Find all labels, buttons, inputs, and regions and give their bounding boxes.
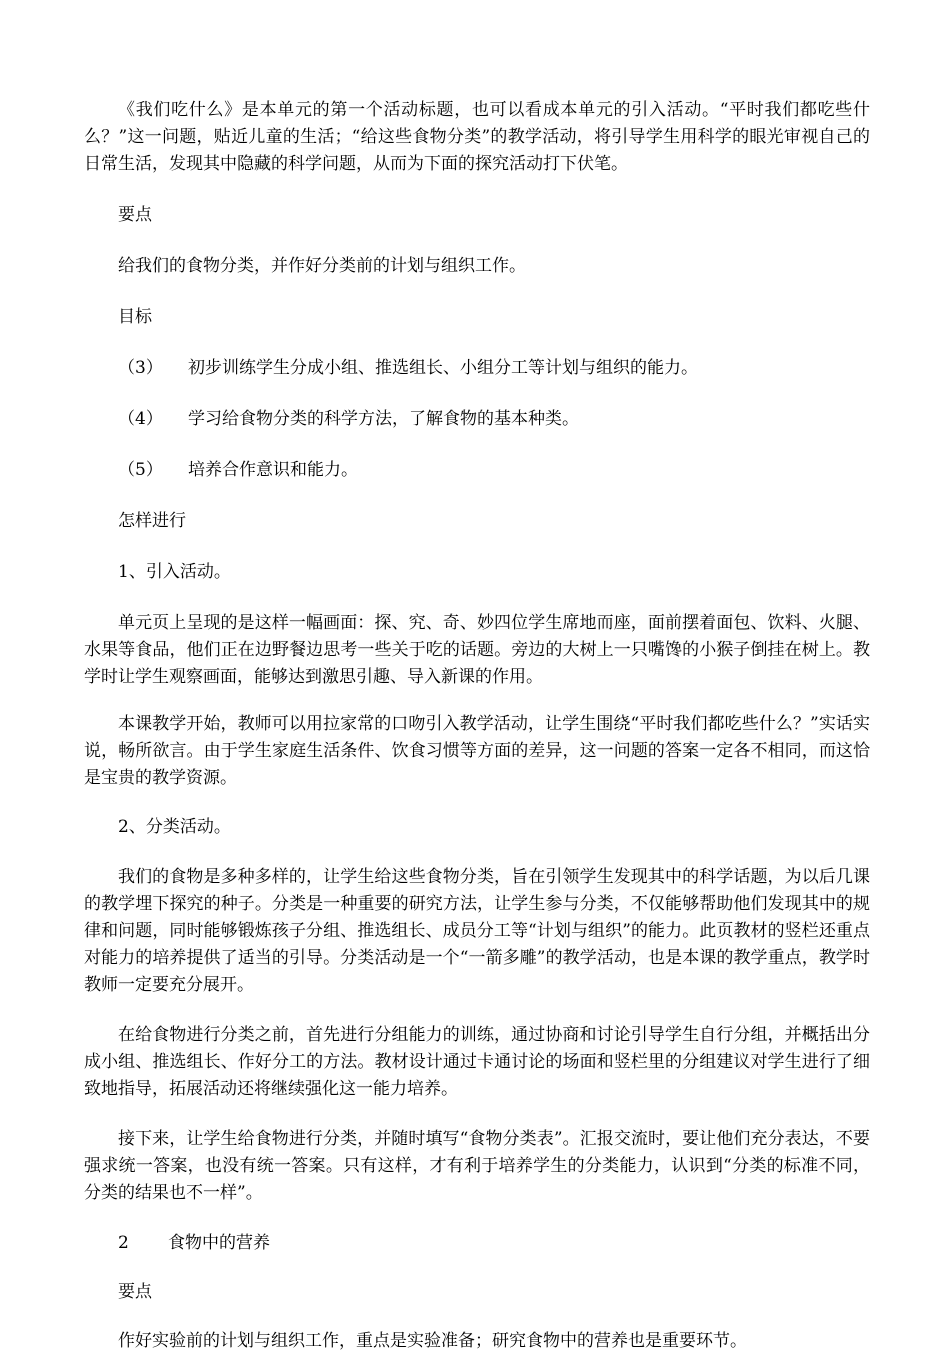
goal-number: （5）: [118, 460, 163, 480]
goal-item: [84, 406, 870, 433]
section-2-key-points-text: 作好实验前的计划与组织工作，重点是实验准备；研究食物中的营养也是重要环节。: [118, 1331, 747, 1351]
goal-number: （4）: [118, 409, 163, 429]
section-2-key-points-heading: 要点: [118, 1282, 152, 1302]
document-page: [84, 84, 870, 1355]
goal-text: 初步训练学生分成小组、推选组长、小组分工等计划与组织的能力。: [188, 358, 698, 378]
section-title: 食物中的营养: [168, 1233, 270, 1253]
step-1-heading: 1、引入活动。: [118, 562, 231, 582]
goal-item: [84, 457, 870, 484]
heading-key-points: 要点: [118, 205, 152, 225]
intro-paragraph: 《我们吃什么》是本单元的第一个活动标题，也可以看成本单元的引入活动。“平时我们都吃些什么？”这一问题，贴近儿童的生活；“给这些食物分类”的教学活动，将引导学生用科学的眼光审视自己的日常生活，发现其中隐藏的科学问题，从而为下面的探究活动打下伏笔。: [84, 100, 870, 174]
section-number: 2: [118, 1233, 129, 1253]
goal-text: 培养合作意识和能力。: [188, 460, 358, 480]
section-2-heading: [84, 1230, 870, 1257]
step-2-heading: 2、分类活动。: [118, 817, 231, 837]
goal-item: [84, 355, 870, 382]
heading-goals: 目标: [118, 307, 152, 327]
step-2-paragraph-1: 我们的食物是多种多样的，让学生给这些食物分类，旨在引领学生发现其中的科学话题，为以后几课的教学埋下探究的种子。分类是一种重要的研究方法，让学生参与分类，不仅能够帮助他们发现其中的规律和问题，同时能够锻炼孩子分组、推选组长、成员分工等“计划与组织”的能力。此页教材的竖栏还重点对能力的培养提供了适当的引导。分类活动是一个“一箭多雕”的教学活动，也是本课的教学重点，教学时教师一定要充分展开。: [84, 867, 870, 995]
step-2-paragraph-3: 接下来，让学生给食物进行分类，并随时填写“食物分类表”。汇报交流时，要让他们充分表达，不要强求统一答案，也没有统一答案。只有这样，才有利于培养学生的分类能力，认识到“分类的标准不同，分类的结果也不一样”。: [84, 1129, 870, 1203]
key-points-text: 给我们的食物分类，并作好分类前的计划与组织工作。: [118, 256, 526, 276]
goal-text: 学习给食物分类的科学方法，了解食物的基本种类。: [188, 409, 579, 429]
goal-number: （3）: [118, 358, 163, 378]
step-2-paragraph-2: 在给食物进行分类之前，首先进行分组能力的训练，通过协商和讨论引导学生自行分组，并概括出分成小组、推选组长、作好分工的方法。教材设计通过卡通讨论的场面和竖栏里的分组建议对学生进行了细致地指导，拓展活动还将继续强化这一能力培养。: [84, 1025, 870, 1099]
step-1-paragraph-1: 单元页上呈现的是这样一幅画面：探、究、奇、妙四位学生席地而座，面前摆着面包、饮料、火腿、水果等食品，他们正在边野餐边思考一些关于吃的话题。旁边的大树上一只嘴馋的小猴子倒挂在树上。教学时让学生观察画面，能够达到激思引趣、导入新课的作用。: [84, 613, 870, 687]
heading-how-to-proceed: 怎样进行: [118, 511, 186, 531]
step-1-paragraph-2: 本课教学开始，教师可以用拉家常的口吻引入教学活动，让学生围绕“平时我们都吃些什么？”实话实说，畅所欲言。由于学生家庭生活条件、饮食习惯等方面的差异，这一问题的答案一定各不相同，而这恰是宝贵的教学资源。: [84, 714, 870, 788]
